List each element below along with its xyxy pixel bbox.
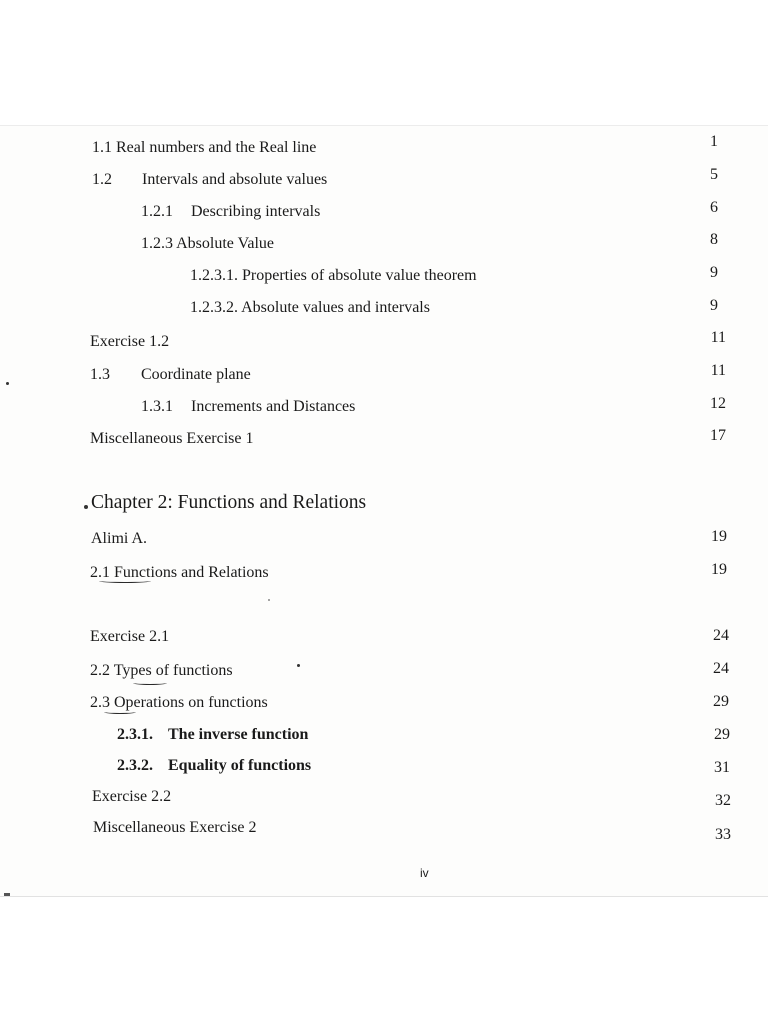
toc-entry-number: 2.3.1.: [117, 726, 153, 743]
toc-entry-title: Exercise 2.1: [90, 628, 170, 645]
toc-entry-1-2: [92, 170, 327, 190]
toc-page-number: 8: [710, 231, 718, 248]
toc-entry-1-3-1: [141, 397, 355, 417]
toc-entry-title: The inverse function: [168, 726, 309, 743]
toc-entry-number: 2.3.2.: [117, 757, 153, 774]
toc-entry-misc-exercise-1: [90, 429, 254, 449]
pen-underline: [104, 710, 136, 714]
toc-page-number: 33: [715, 826, 731, 843]
toc-entry-1-1: [92, 138, 316, 158]
toc-entry-title: 2.1 Functions and Relations: [90, 564, 269, 581]
toc-entry-title: Describing intervals: [191, 203, 321, 220]
toc-entry-number: 1.3.1: [141, 398, 173, 415]
toc-entry-exercise-2-2: [92, 787, 171, 807]
toc-entry-exercise-2-1: [90, 627, 169, 647]
toc-page-number: 24: [713, 627, 729, 644]
stray-dot: [6, 382, 9, 385]
toc-page-number: 29: [714, 726, 730, 743]
toc-entry-title: Alimi A.: [91, 530, 148, 547]
toc-entry-title: 1.2.3.1. Properties of absolute value theorem: [190, 267, 477, 284]
toc-entry-misc-exercise-2: [93, 818, 257, 838]
page-folio: iv: [420, 866, 429, 880]
toc-page-number: 19: [711, 528, 727, 545]
toc-entry-2-2: [90, 661, 233, 681]
toc-entry-title: 1.2.3.2. Absolute values and intervals: [190, 299, 430, 316]
pen-underline: [99, 579, 151, 583]
toc-page-number: 29: [713, 693, 729, 710]
toc-entry-2-3-1: [117, 725, 308, 745]
toc-entry-number: 1.2: [92, 171, 112, 188]
toc-entry-number: 1.2.1: [141, 203, 173, 220]
stray-dot: [297, 664, 300, 667]
toc-page-number: 32: [715, 792, 731, 809]
toc-page-number: 6: [710, 199, 718, 216]
toc-entry-title: Exercise 2.2: [92, 788, 172, 805]
toc-page-number: 31: [714, 759, 730, 776]
toc-entry-title: 1.2.3 Absolute Value: [141, 235, 275, 252]
toc-entry-number: 1.3: [90, 366, 110, 383]
toc-page-number: 24: [713, 660, 729, 677]
toc-entry-1-2-3: [141, 234, 274, 254]
toc-entry-title: Intervals and absolute values: [142, 171, 328, 188]
toc-entry-title: Equality of functions: [168, 757, 312, 774]
toc-page-number: 11: [710, 329, 726, 346]
toc-entry-title: Miscellaneous Exercise 2: [93, 819, 257, 836]
toc-entry-2-3-2: [117, 756, 311, 776]
toc-entry-1-2-3-2: [190, 298, 430, 318]
toc-page-number: 12: [710, 395, 726, 412]
toc-entry-exercise-1-2: [90, 332, 169, 352]
toc-page-number: 19: [711, 561, 727, 578]
toc-page-number: 11: [710, 362, 726, 379]
scan-edge-mark: [4, 893, 10, 896]
toc-entry-title: Increments and Distances: [191, 398, 356, 415]
stray-dot: [268, 599, 270, 601]
toc-entry-title: 1.1 Real numbers and the Real line: [92, 139, 317, 156]
toc-page-number: 5: [710, 166, 718, 183]
toc-page-number: 9: [710, 297, 718, 314]
toc-entry-author: [91, 529, 147, 549]
toc-entry-title: 2.3 Operations on functions: [90, 694, 268, 711]
toc-entry-title: 2.2 Types of functions: [90, 662, 233, 679]
toc-entry-title: Coordinate plane: [141, 366, 251, 383]
toc-entry-1-2-1: [141, 202, 320, 222]
toc-entry-1-3: [90, 365, 251, 385]
toc-entry-1-2-3-1: [190, 266, 477, 286]
toc-page-number: 17: [710, 427, 726, 444]
toc-page-number: 9: [710, 264, 718, 281]
toc-entry-title: Exercise 1.2: [90, 333, 170, 350]
pen-underline: [133, 681, 167, 685]
toc-entry-title: Miscellaneous Exercise 1: [90, 430, 254, 447]
chapter-heading: Chapter 2: Functions and Relations: [91, 492, 367, 513]
toc-page-number: 1: [710, 133, 718, 150]
bullet-mark: [84, 505, 88, 509]
